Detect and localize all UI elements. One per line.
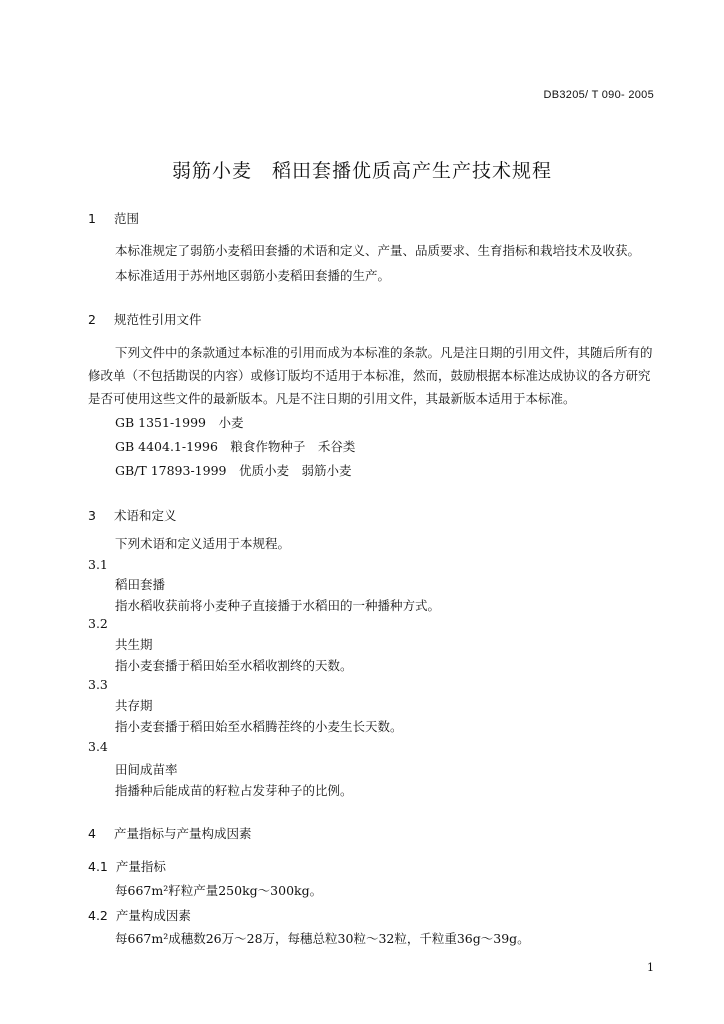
term-number: 3.3	[88, 677, 108, 692]
section-title: 规范性引用文件	[114, 312, 202, 327]
section-3-heading	[88, 506, 177, 524]
subsection-4-2-heading	[88, 906, 191, 924]
term-definition: 指播种后能成苗的籽粒占发芽种子的比例。	[115, 783, 353, 798]
paragraph: 下列术语和定义适用于本规程。	[115, 536, 291, 551]
paragraph: 每667m²籽粒产量250kg～300kg。	[115, 883, 323, 898]
reference-item: GB 4404.1-1996 粮食作物种子 禾谷类	[115, 439, 356, 454]
term-name: 共存期	[115, 698, 153, 713]
paragraph-line: 修改单（不包括勘误的内容）或修订版均不适用于本标准，然而，鼓励根据本标准达成协议的各方研究	[88, 368, 651, 383]
term-name: 田间成苗率	[115, 762, 178, 777]
section-2-heading	[88, 310, 202, 328]
section-number: 3	[88, 508, 96, 523]
section-1-heading	[88, 209, 139, 227]
paragraph: 本标准适用于苏州地区弱筋小麦稻田套播的生产。	[115, 268, 391, 283]
paragraph: 每667m²成穗数26万～28万，每穗总粒30粒～32粒，千粒重36g～39g。	[115, 931, 530, 946]
term-definition: 指水稻收获前将小麦种子直接播于水稻田的一种播种方式。	[115, 598, 441, 613]
paragraph: 本标准规定了弱筋小麦稻田套播的术语和定义、产量、品质要求、生育指标和栽培技术及收获。	[115, 243, 641, 258]
section-number: 1	[88, 211, 96, 226]
term-name: 共生期	[115, 637, 153, 652]
term-number: 3.4	[88, 739, 108, 754]
section-number: 2	[88, 312, 96, 327]
term-number: 3.2	[88, 616, 108, 631]
term-number: 3.1	[88, 557, 108, 572]
paragraph-line: 是否可使用这些文件的最新版本。凡是不注日期的引用文件，其最新版本适用于本标准。	[88, 391, 576, 406]
section-title: 范围	[114, 211, 140, 226]
subsection-number: 4.2	[88, 908, 108, 923]
subsection-number: 4.1	[88, 859, 108, 874]
page-number: 1	[647, 961, 654, 974]
document-number: DB3205/ T 090- 2005	[543, 89, 654, 101]
term-definition: 指小麦套播于稻田始至水稻收割终的天数。	[115, 658, 353, 673]
subsection-title: 产量构成因素	[115, 908, 191, 923]
reference-item: GB 1351-1999 小麦	[115, 415, 244, 430]
section-number: 4	[88, 826, 96, 841]
section-4-heading	[88, 824, 252, 842]
paragraph-line: 下列文件中的条款通过本标准的引用而成为本标准的条款。凡是注日期的引用文件，其随后所有的	[115, 345, 653, 360]
document-title: 弱筋小麦 稻田套播优质高产生产技术规程	[171, 160, 552, 182]
subsection-title: 产量指标	[115, 859, 166, 874]
section-title: 术语和定义	[114, 508, 177, 523]
reference-item: GB/T 17893-1999 优质小麦 弱筋小麦	[115, 463, 352, 478]
term-name: 稻田套播	[115, 577, 166, 592]
subsection-4-1-heading	[88, 857, 166, 875]
section-title: 产量指标与产量构成因素	[114, 826, 252, 841]
term-definition: 指小麦套播于稻田始至水稻腾茬终的小麦生长天数。	[115, 719, 403, 734]
